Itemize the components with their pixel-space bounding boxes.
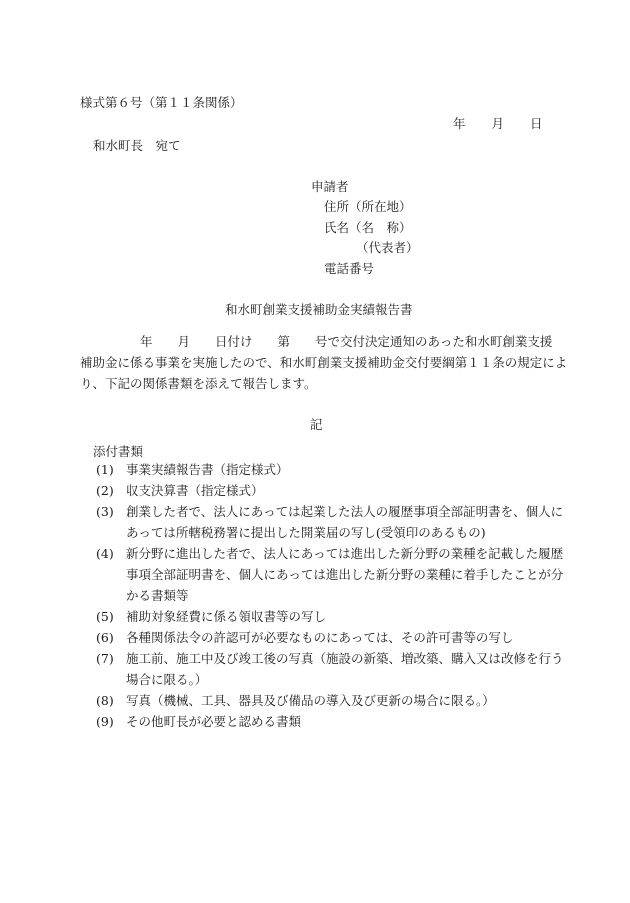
document-title: 和水町創業支援補助金実績報告書: [225, 302, 413, 317]
attachment-item-text: [126, 695, 556, 716]
attachment-item-text: [126, 651, 564, 695]
attachment-item: [96, 716, 556, 737]
attachment-item-line: 新分野に進出した者で、法人にあっては進出した新分野の業種を記載した履歴: [126, 546, 564, 561]
ki-marker: 記: [310, 417, 323, 432]
attachment-item-number: (1): [96, 462, 114, 477]
applicant-label: 申請者: [311, 179, 349, 194]
attachment-item-text: [126, 504, 564, 548]
attachment-item-text: [126, 464, 556, 485]
attachment-item: [96, 651, 564, 695]
attachment-item: [96, 464, 556, 485]
applicant-representative-label: （代表者）: [356, 240, 419, 255]
attachment-item-text: [126, 632, 556, 653]
date-year: 年: [453, 116, 466, 131]
attachment-item-number: (2): [96, 483, 114, 498]
addressee: 和水町長 宛て: [93, 138, 181, 153]
body-line-3: り、下記の関係書類を添えて報告します。: [80, 376, 317, 391]
attachment-item-line: かる書類等: [126, 588, 189, 603]
attachment-item-line: 施工前、施工中及び竣工後の写真（施設の新築、増改築、購入又は改修を行う: [126, 651, 564, 666]
date-day: 日: [530, 116, 543, 131]
attachment-item-line: 収支決算書（指定様式）: [126, 483, 264, 498]
attachment-item: [96, 504, 564, 548]
attachment-item: [96, 611, 556, 632]
attachment-item-line: 事業実績報告書（指定様式）: [126, 462, 289, 477]
attachment-item-line: 場合に限る。）: [126, 672, 208, 687]
attachment-item-number: (5): [96, 609, 114, 624]
attachment-item-line: あっては所轄税務署に提出した開業届の写し(受領印のあるもの): [126, 525, 486, 540]
attachment-item-line: その他町長が必要と認める書類: [126, 714, 302, 729]
applicant-name-label: 氏名（名 称）: [324, 220, 412, 235]
attachment-item-text: [126, 485, 556, 506]
attachment-item: [96, 632, 556, 653]
attachment-item-text: [126, 546, 564, 611]
date-month: 月: [491, 116, 505, 131]
date-line: [453, 118, 543, 131]
attachment-item-number: (4): [96, 546, 114, 561]
attachment-item-line: 創業した者で、法人にあっては起業した法人の履歴事項全部証明書を、個人に: [126, 504, 564, 519]
attachment-item-line: 補助対象経費に係る領収書等の写し: [126, 609, 327, 624]
applicant-address-label: 住所（所在地）: [324, 199, 412, 214]
attachments-heading: 添付書類: [93, 444, 144, 459]
attachment-item-number: (3): [96, 504, 114, 519]
attachment-item-number: (8): [96, 693, 114, 708]
attachment-item: [96, 546, 564, 611]
attachment-item-text: [126, 611, 556, 632]
attachment-item-number: (7): [96, 651, 114, 666]
attachments-list: [96, 462, 564, 737]
applicant-phone-label: 電話番号: [324, 261, 375, 276]
attachment-item-text: [126, 716, 556, 737]
attachment-item-number: (6): [96, 630, 114, 645]
body-line-2: 補助金に係る事業を実施したので、和水町創業支援補助金交付要綱第１１条の規定によ: [80, 355, 568, 370]
attachment-item-line: 事項全部証明書を、個人にあっては進出した新分野の業種に着手したことが分: [126, 567, 564, 582]
attachment-item: [96, 485, 556, 506]
body-line-1: 年 月 日付け 第 号で交付決定通知のあった和水町創業支援: [140, 334, 553, 349]
attachment-item: [96, 695, 556, 716]
form-number: 様式第６号（第１１条関係）: [80, 95, 243, 110]
attachment-item-line: 写真（機械、工具、器具及び備品の導入及び更新の場合に限る。）: [126, 693, 495, 708]
report-body: [80, 334, 568, 399]
attachment-item-line: 各種関係法令の許認可が必要なものにあっては、その許可書等の写し: [126, 630, 514, 645]
attachment-item-number: (9): [96, 714, 114, 729]
